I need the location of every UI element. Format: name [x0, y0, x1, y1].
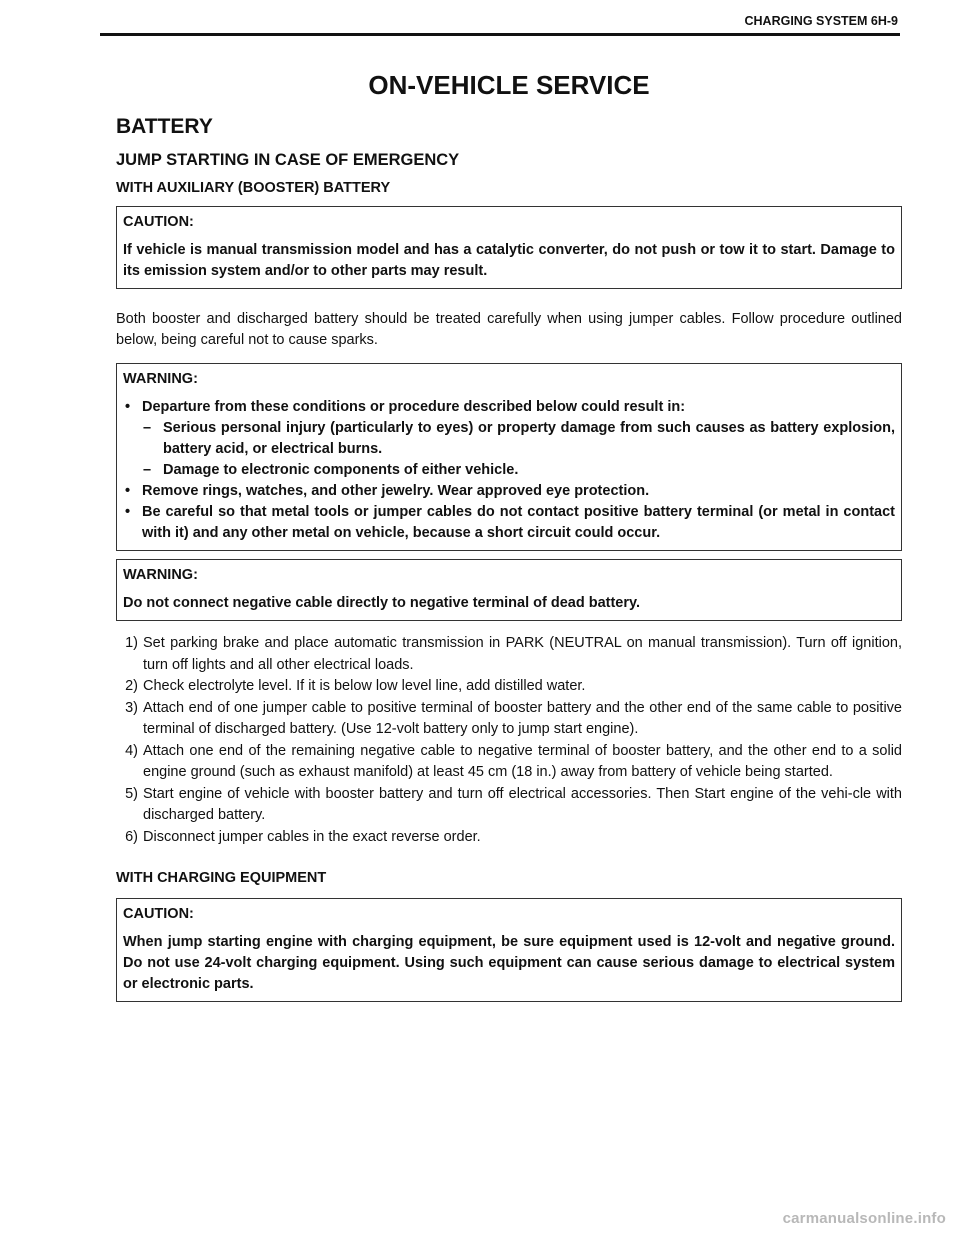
procedure-steps: [116, 633, 902, 848]
caution-text: When jump starting engine with charging equipment, be sure equipment used is 12-volt and negative ground. Do not use 24-volt charging equipment. Using such equipment can cause serious damage to electrical system or electronic parts.: [123, 934, 895, 992]
topic-title: JUMP STARTING IN CASE OF EMERGENCY: [116, 151, 460, 169]
warning-bullet-jewelry: • Remove rings, watches, and other jewelry. Wear approved eye protection.: [123, 481, 895, 502]
booster-section-title: WITH AUXILIARY (BOOSTER) BATTERY: [116, 180, 391, 196]
procedure-step: [116, 827, 902, 849]
warning-sub-injury: – Serious personal injury (particularly to eyes) or property damage from such causes as battery explosion, battery acid, or electrical burns.: [123, 418, 895, 460]
caution-heading: CAUTION:: [123, 906, 194, 922]
intro-paragraph: Both booster and discharged battery should be treated carefully when using jumper cables. Follow procedure outlined below, being careful not to cause sparks.: [116, 311, 902, 348]
step-text: Attach end of one jumper cable to positive terminal of booster battery and the other end of the same cable to positive terminal of discharged battery. (Use 12-volt battery only to jump start engine).: [143, 699, 902, 737]
procedure-step: [116, 698, 902, 741]
step-number: 5): [125, 785, 138, 802]
step-number: 4): [125, 742, 138, 759]
warning-box-negative-cable: [116, 559, 902, 621]
procedure-step: [116, 676, 902, 698]
caution-heading: CAUTION:: [123, 214, 194, 230]
section-title: ON-VEHICLE SERVICE: [368, 70, 650, 100]
charging-section-title: WITH CHARGING EQUIPMENT: [116, 870, 327, 886]
warning-heading: WARNING:: [123, 371, 198, 387]
step-text: Disconnect jumper cables in the exact reverse order.: [143, 828, 481, 845]
header-title: CHARGING SYSTEM 6H-9: [744, 14, 898, 28]
warning-text: Do not connect negative cable directly to negative terminal of dead battery.: [123, 595, 641, 611]
warning-sub-damage: – Damage to electronic components of either vehicle.: [123, 460, 895, 481]
warning-bullet-metal-tools: • Be careful so that metal tools or jumper cables do not contact positive battery terminal (or metal in contact with it) and any other metal on vehicle, because a short circuit could occur.: [123, 502, 895, 544]
step-text: Start engine of vehicle with booster battery and turn off electrical accessories. Then Start engine of the vehi-cle with discharged battery.: [143, 785, 902, 823]
procedure-step: [116, 784, 902, 827]
header-rule: [100, 33, 900, 36]
step-text: Attach one end of the remaining negative cable to negative terminal of booster battery, and the other end to a solid engine ground (such as exhaust manifold) at least 45 cm (18 in.) away from battery of vehicle being started.: [143, 742, 902, 780]
warning-heading: WARNING:: [123, 567, 198, 583]
step-number: 1): [125, 635, 138, 651]
caution-box-charging: [116, 898, 902, 1002]
procedure-step: [116, 633, 902, 676]
step-text: Check electrolyte level. If it is below low level line, add distilled water.: [143, 678, 586, 694]
step-number: 3): [125, 699, 138, 716]
caution-box-booster: [116, 206, 902, 289]
page-header: [100, 14, 900, 36]
warning-bullet-departure: • Departure from these conditions or procedure described below could result in:: [123, 397, 895, 418]
site-watermark: carmanualsonline.info: [782, 1210, 946, 1227]
warning-box-precautions: [116, 363, 902, 551]
caution-text: If vehicle is manual transmission model and has a catalytic converter, do not push or tow it to start. Damage to its emission system and/or to other parts may result.: [123, 242, 895, 279]
page-content: [116, 70, 902, 1002]
step-number: 6): [125, 828, 138, 845]
step-number: 2): [125, 678, 138, 694]
step-text: Set parking brake and place automatic transmission in PARK (NEUTRAL on manual transmission). Turn off ignition, turn off lights and all other electrical loads.: [143, 635, 902, 673]
procedure-step: [116, 741, 902, 784]
subsection-title: BATTERY: [116, 115, 213, 138]
